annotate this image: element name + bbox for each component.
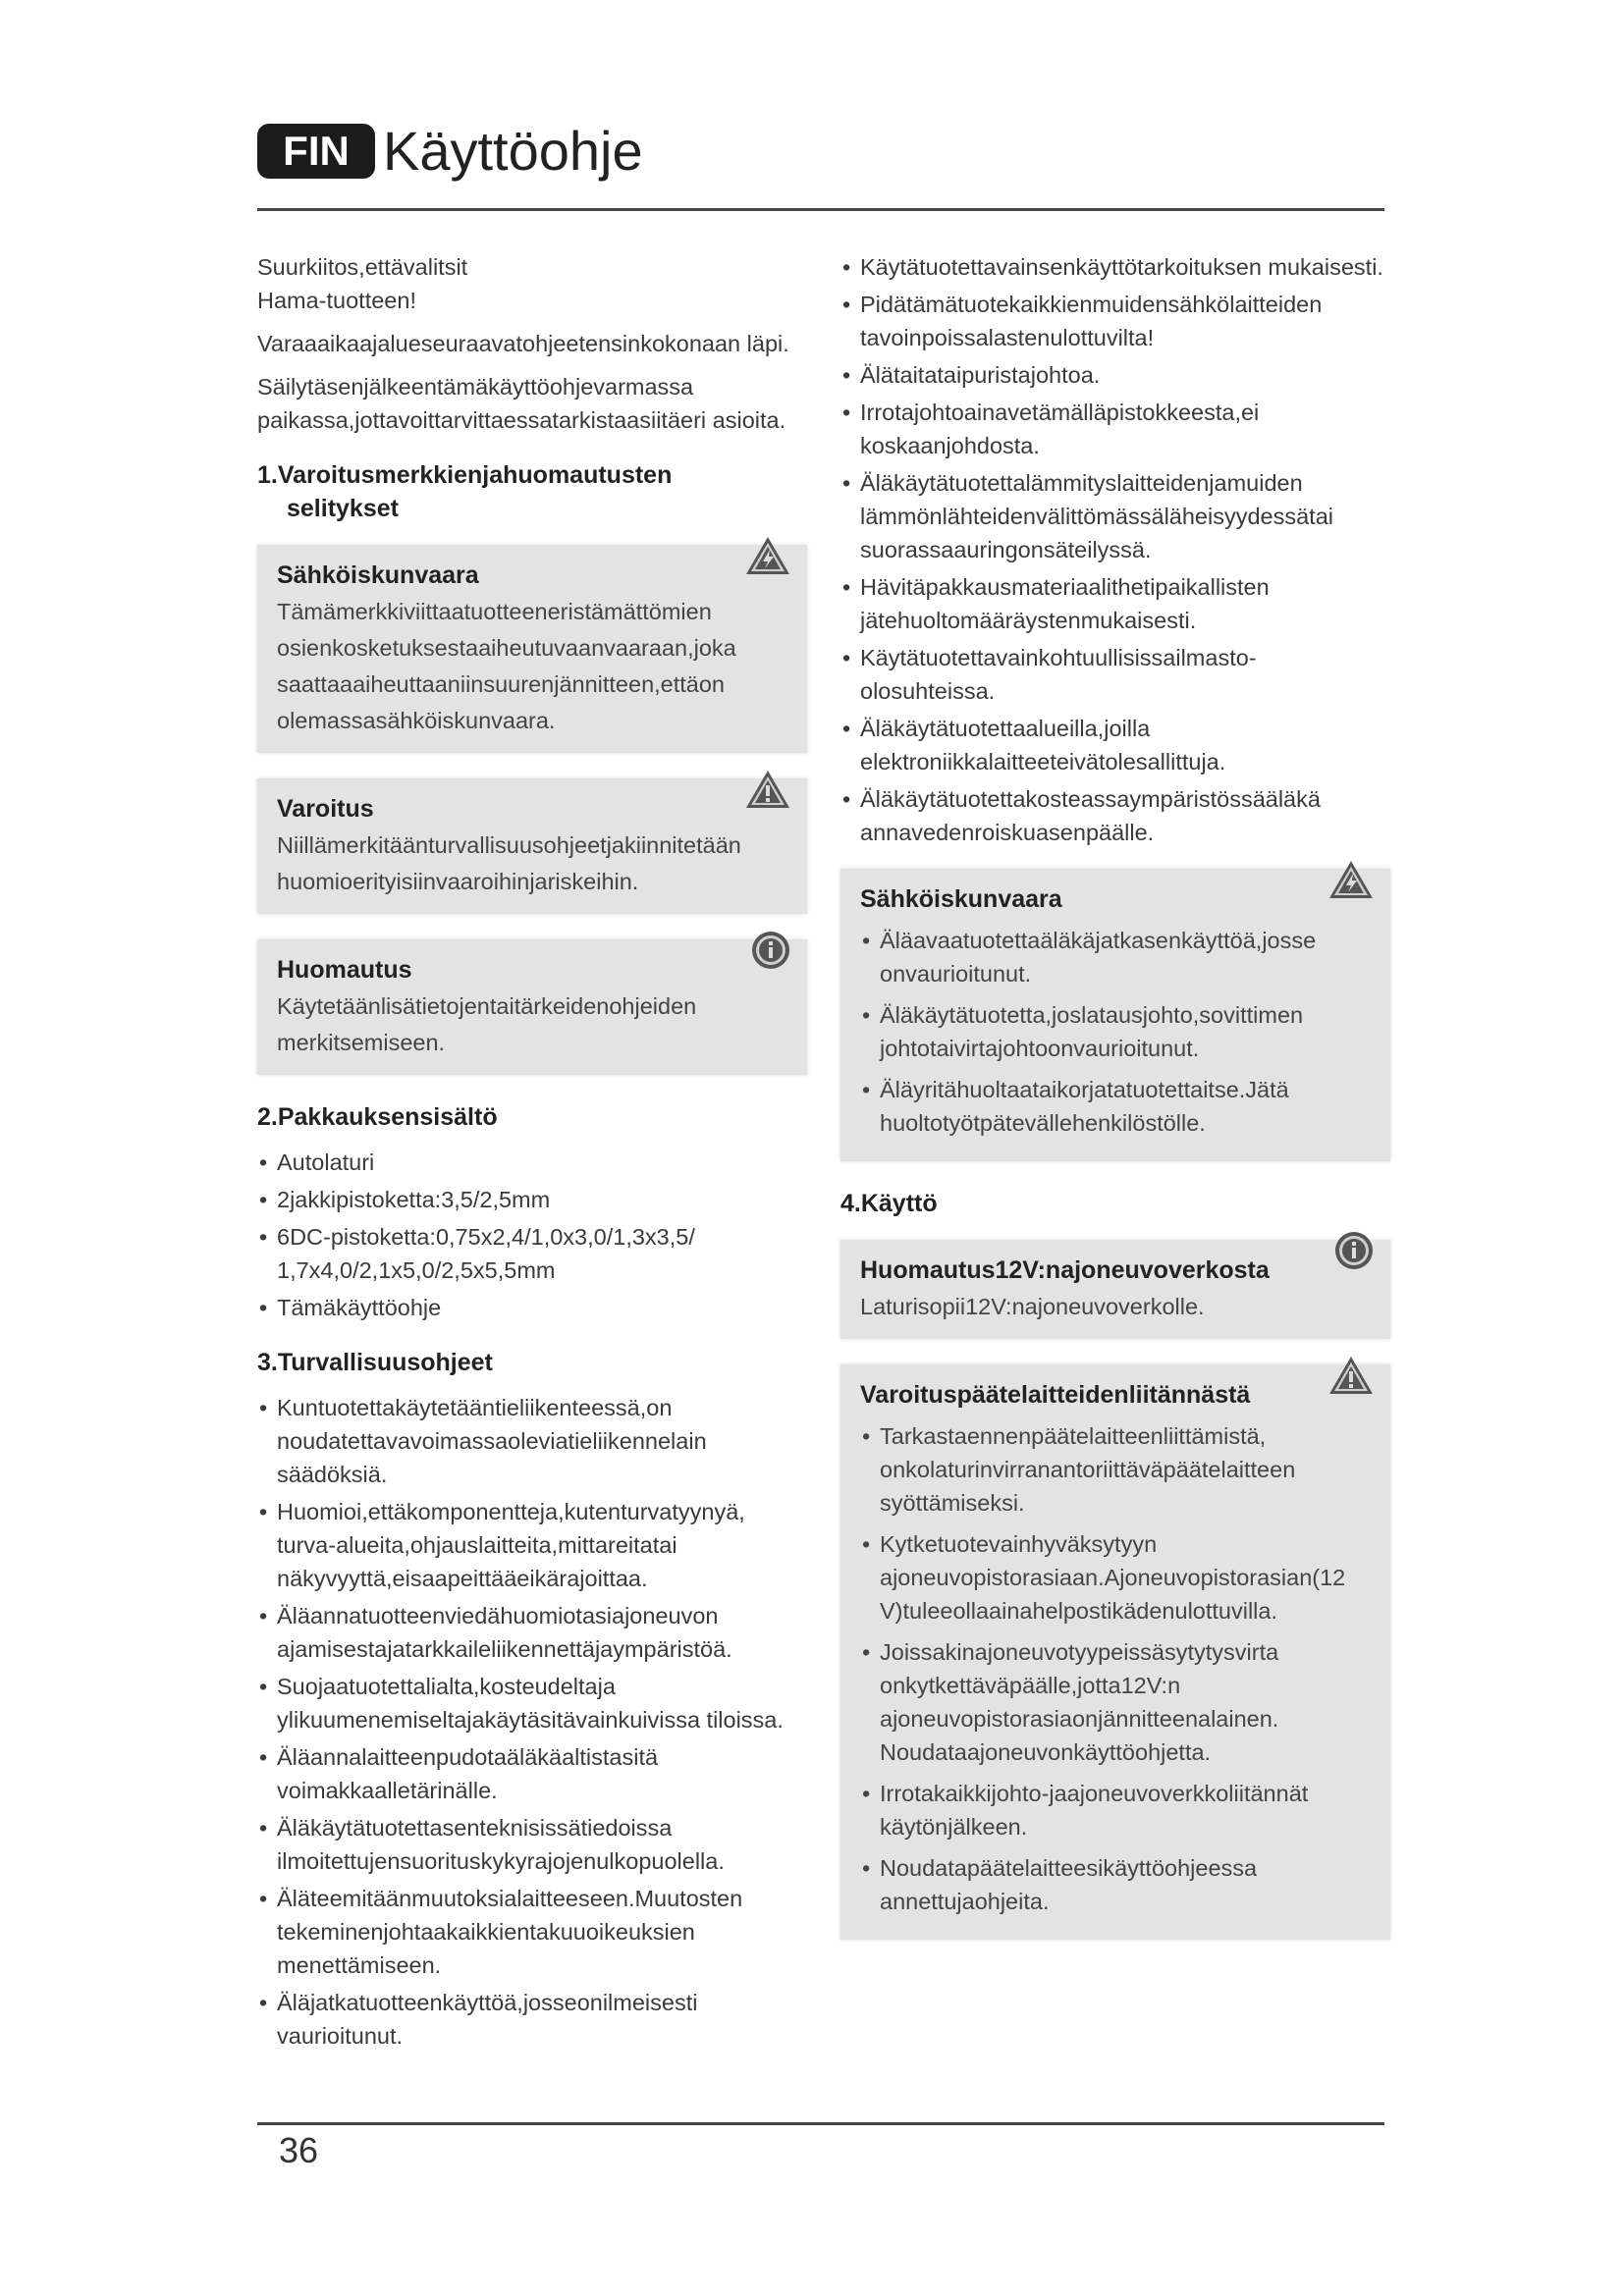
list-item: • Autolaturi [259, 1149, 375, 1175]
box-text: Laturisopii12V:najoneuvoverkolle. [860, 1294, 1205, 1319]
electric-shock-box-2 [840, 869, 1390, 1161]
list-item: • Äläyritähuoltaataikorjatatuotettaitse.Jätä huoltotyötpätevällehenkilöstölle. [862, 1077, 1289, 1136]
box-list [860, 1419, 1346, 1918]
footer-rule [257, 2122, 1384, 2125]
list-item: • Suojaatuotettalialta,kosteudeltaja ylikuumenemiseltajakäytäsitävainkuivissa tiloissa. [259, 1674, 784, 1733]
list-item: • Irrotajohtoainavetämälläpistokkeesta,ei koskaanjohdosta. [842, 400, 1260, 458]
intro-line: Varaaaikaajalueseuraavatohjeetensinkokonaan läpi. [257, 331, 789, 356]
list-item: • Käytätuotettavainsenkäyttötarkoituksen mukaisesti. [842, 254, 1383, 280]
page-header [257, 116, 1384, 210]
section-1-heading: 1.Varoitusmerkkienjahuomautusten selitykset [257, 461, 673, 522]
package-contents-list [257, 1146, 807, 1324]
safety-list [257, 1391, 807, 2053]
list-item: • Käytätuotettavainkohtuullisissailmasto- olosuhteissa. [842, 645, 1257, 704]
box-title: Sähköiskunvaara [277, 561, 479, 589]
warning-box [257, 778, 807, 914]
warning-triangle-icon [744, 535, 791, 576]
box-title: Sähköiskunvaara [860, 885, 1062, 913]
list-item: • Irrotakaikkijohto-jaajoneuvoverkkoliitännät käytönjälkeen. [862, 1781, 1309, 1840]
warning-triangle-icon [744, 769, 791, 810]
list-item: • Pidätämätuotekaikkienmuidensähkölaitteiden tavoinpoissalastenulottuvilta! [842, 292, 1323, 350]
box-title: Huomautus [277, 956, 412, 984]
list-item: • Huomioi,ettäkomponentteja,kutenturvatyynyä, turva-alueita,ohjauslaitteita,mittareitatai näkyvyyttä,eisaapeittääeikärajoittaa. [259, 1499, 745, 1591]
box-title: Huomautus12V:najoneuvoverkosta [860, 1256, 1270, 1284]
intro-line: Säilytäsenjälkeentämäkäyttöohjevarmassa paikassa,jottavoittarvittaessatarkistaasiitäeri asioita. [257, 374, 786, 433]
list-item: • Tarkastaennenpäätelaitteenliittämistä, onkolaturinvirranantoriittäväpäätelaitteen syöttämiseksi. [862, 1423, 1296, 1516]
right-column [840, 250, 1390, 1965]
page-title: Käyttöohje [383, 120, 643, 182]
list-item: • Äläjatkatuotteenkäyttöä,josseonilmeisesti vaurioitunut. [259, 1990, 698, 2049]
list-item: • Äläkäytätuotettakosteassaympäristössääläkä annavedenroiskuasenpäälle. [842, 786, 1321, 845]
note-box [257, 939, 807, 1075]
box-list [860, 924, 1331, 1140]
list-item: • Kytketuotevainhyväksytyyn ajoneuvopistorasiaan.Ajoneuvopistorasian(12 V)tuleeollaainahelpostikädenulottuvilla. [862, 1531, 1346, 1624]
list-item: • Äläkäytätuotettalämmityslaitteidenjamuiden lämmönlähteidenvälittömässäläheisyydessätai suorassaauringonsäteilyssä. [842, 470, 1334, 562]
list-item: • Äläkäytätuotettasenteknisissätiedoissa ilmoitettujensuorituskykyrajojenulkopuolella. [259, 1815, 725, 1874]
list-item: • Äläannatuotteenviedähuomiotasiajoneuvon ajamisestajatarkkaileliikennettäjaympäristöä. [259, 1603, 732, 1662]
section-4-heading: 4.Käyttö [840, 1190, 938, 1217]
box-text: Niillämerkitäänturvallisuusohjeetjakiinnitetään huomioerityisiinvaaroihinjariskeihin. [277, 832, 741, 894]
info-icon [1333, 1230, 1375, 1271]
list-item: • Äläteemitäänmuutoksialaitteeseen.Muutosten tekeminenjohtaakaikkientakuuoikeuksien menettämiseen. [259, 1886, 743, 1978]
box-title: Varoitus [277, 795, 374, 823]
list-item: • Äläkäytätuotetta,joslatausjohto,sovittimen johtotaivirtajohtoonvaurioitunut. [862, 1002, 1304, 1061]
section-3-heading: 3.Turvallisuusohjeet [257, 1349, 493, 1376]
note-box-12v [840, 1240, 1390, 1339]
list-item: • Kuntuotettakäytetääntieliikenteessä,on noudatettavavoimassaoleviatieliikennelain säädöksiä. [259, 1395, 707, 1487]
info-icon [750, 930, 791, 971]
list-item: • Noudatapäätelaitteesikäyttöohjeessa annettujaohjeita. [862, 1855, 1258, 1914]
intro [257, 250, 807, 437]
intro-line: Suurkiitos,ettävalitsit [257, 254, 468, 280]
warning-triangle-icon [1327, 859, 1375, 900]
list-item: • Äläannalaitteenpudotaäläkäaltistasitä voimakkaalletärinälle. [259, 1744, 659, 1803]
electric-shock-box [257, 545, 807, 753]
list-item: • Älätaitataipuristajohtoa. [842, 362, 1101, 388]
language-badge: FIN [257, 124, 375, 179]
safety-list-continued [840, 250, 1390, 849]
section-2-heading: 2.Pakkauksensisältö [257, 1103, 498, 1131]
intro-line: Hama-tuotteen! [257, 288, 416, 313]
list-item: • Hävitäpakkausmateriaalithetipaikallisten jätehuoltomääräystenmukaisesti. [842, 574, 1270, 633]
warning-triangle-icon [1327, 1355, 1375, 1396]
box-title: Varoituspäätelaitteidenliitännästä [860, 1381, 1251, 1409]
box-text: Käytetäänlisätietojentaitärkeidenohjeiden merkitsemiseen. [277, 993, 697, 1055]
list-item: • Joissakinajoneuvotyypeissäsytytysvirta onkytkettäväpäälle,jotta12V:n ajoneuvopistorasiaonjännitteenalainen. Noudataajoneuvonkäyttöohjetta. [862, 1639, 1279, 1765]
box-text: Tämämerkkiviittaatuotteeneristämättömien osienkosketuksestaaiheutuvaanvaaraan,joka saattaaaiheuttaaniinsuurenjännitteen,ettäon olemassasähköiskunvaara. [277, 599, 736, 733]
header-rule [257, 208, 1384, 211]
page-number: 36 [279, 2130, 319, 2170]
terminal-connection-warning-box [840, 1364, 1390, 1940]
list-item: • 6DC-pistoketta:0,75x2,4/1,0x3,0/1,3x3,5/ 1,7x4,0/2,1x5,0/2,5x5,5mm [259, 1224, 695, 1283]
left-column [257, 250, 807, 2056]
list-item: • 2jakkipistoketta:3,5/2,5mm [259, 1187, 551, 1212]
list-item: • Tämäkäyttöohje [259, 1295, 442, 1320]
list-item: • Äläkäytätuotettaalueilla,joilla elektroniikkalaitteeteivätolesallittuja. [842, 716, 1226, 774]
list-item: • Äläavaatuotettaäläkäjatkasenkäyttöä,josse onvaurioitunut. [862, 928, 1317, 987]
